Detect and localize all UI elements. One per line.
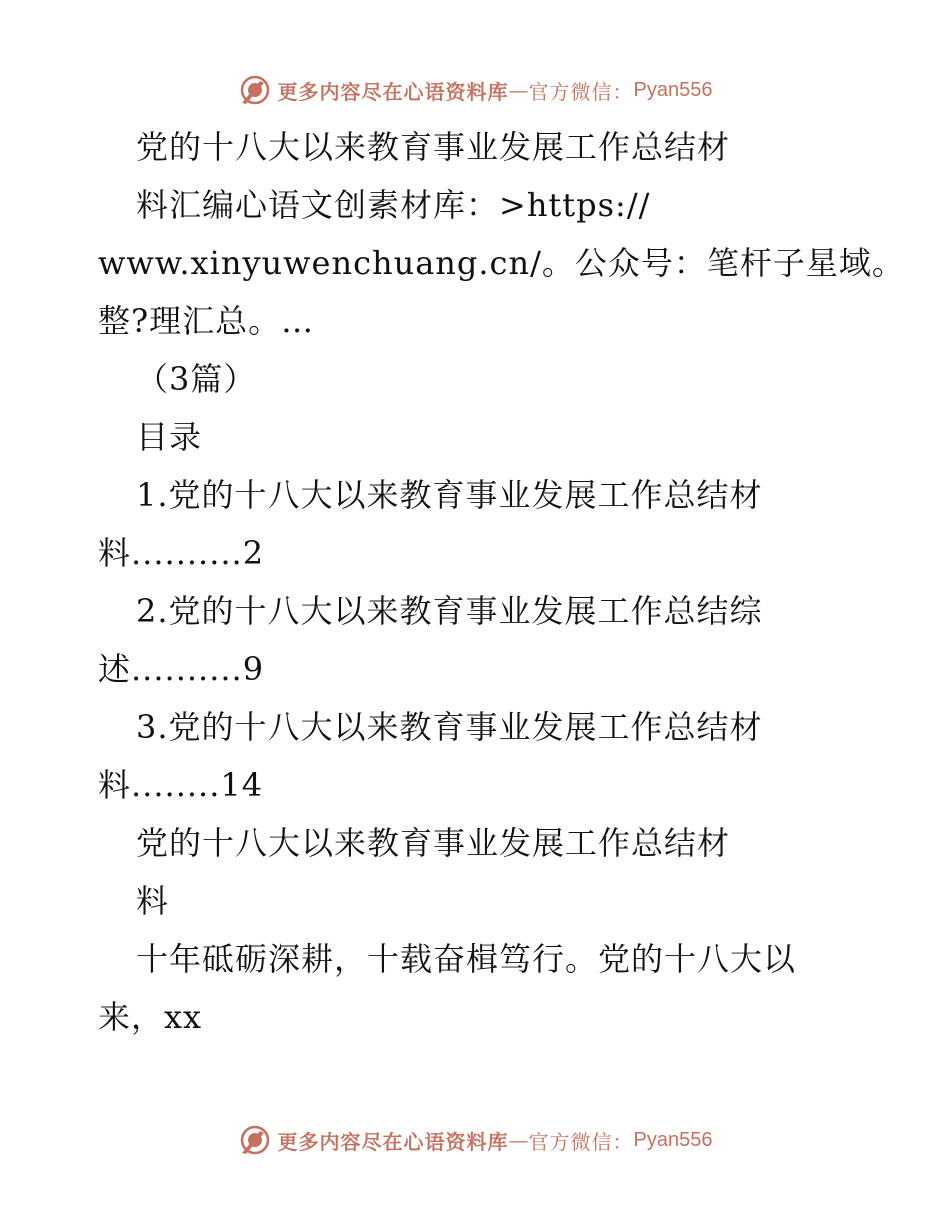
watermark-id: Pyan556 (633, 1128, 713, 1151)
toc-item-1-page: 料..........2 (98, 534, 265, 572)
title-line-2: 料汇编心语文创素材库：>https:// (136, 186, 651, 224)
toc-item-3-page: 料........14 (98, 766, 264, 804)
header-watermark (0, 70, 950, 110)
toc-item-2-page: 述..........9 (98, 650, 265, 688)
title-line-1: 党的十八大以来教育事业发展工作总结材 (136, 128, 731, 166)
title-line-3: www.xinyuwenchuang.cn/。公众号：笔杆子星域。 (98, 244, 905, 282)
watermark-separator: — (508, 1128, 529, 1152)
footer-watermark (0, 1120, 950, 1160)
toc-item-3: 3.党的十八大以来教育事业发展工作总结材 (136, 708, 763, 746)
toc-item-1: 1.党的十八大以来教育事业发展工作总结材 (136, 476, 763, 514)
title-line-4: 整?理汇总。… (98, 302, 315, 340)
quill-seal-icon (238, 73, 272, 107)
watermark-main-text: 更多内容尽在心语资料库 (277, 1129, 509, 1154)
watermark-sub-text: 官方微信： (528, 79, 634, 104)
volume-count: （3篇） (136, 360, 257, 398)
watermark-sub-text: 官方微信： (528, 1129, 634, 1154)
paragraph-line-2: 来，xx (98, 998, 203, 1036)
paragraph-line-1: 十年砥砺深耕，十载奋楫笃行。党的十八大以 (136, 940, 797, 978)
watermark-id: Pyan556 (633, 78, 713, 101)
watermark-separator: — (508, 78, 529, 102)
section-title-line-2: 料 (136, 882, 170, 920)
watermark-main-text: 更多内容尽在心语资料库 (277, 79, 509, 104)
section-title-line-1: 党的十八大以来教育事业发展工作总结材 (136, 824, 731, 862)
toc-heading: 目录 (136, 418, 203, 456)
document-body (98, 118, 905, 1046)
quill-seal-icon (238, 1123, 272, 1157)
toc-item-2: 2.党的十八大以来教育事业发展工作总结综 (136, 592, 763, 630)
